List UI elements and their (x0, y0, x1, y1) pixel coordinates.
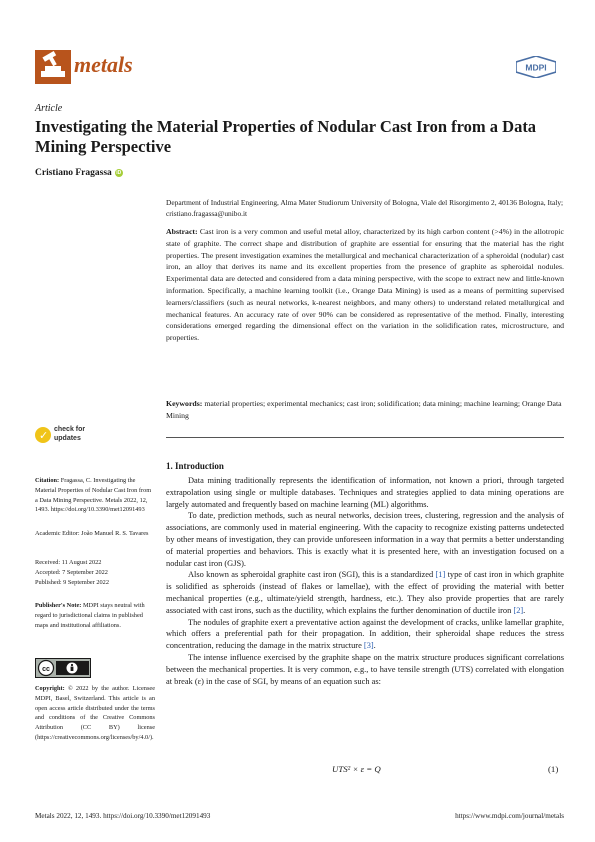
author-name: Cristiano Fragassa (35, 168, 112, 178)
check-circle-icon: ✓ (35, 427, 51, 443)
affiliation: Department of Industrial Engineering, Alma Mater Studiorum University of Bologna, Viale del Risorgimento 2, 40136 Bologna, Italy; cristiano.fragassa@unibo.it (166, 198, 564, 218)
keywords-label: Keywords: (166, 399, 203, 408)
journal-logo-icon (35, 50, 71, 84)
published-date: Published: 9 September 2022 (35, 578, 109, 586)
paragraph-2: To date, prediction methods, such as neural networks, decision trees, clustering, regression and the analysis of associations, are commonly used in material engineering. With the capacity to recognize existing patterns undetected by other means of investigation, they can provide unforeseen information in a way that permits a better understanding of material properties and behaviors. This is exactly what it is presented here, with an investigation focused on a nodular cast iron (GJS). (166, 511, 564, 568)
divider (166, 437, 564, 438)
publisher-note (35, 601, 155, 630)
check-line1: check for (54, 426, 86, 433)
article-title: Investigating the Material Properties of Nodular Cast Iron from a Data Mining Perspective (35, 117, 537, 156)
mdpi-logo-text: MDPI (525, 62, 547, 73)
paragraph-1: Data mining traditionally represents the identification of information, not known a priori, through targeted extrapolation using single or multiple databases. Techniques and strategies applied to data mining operations are largely automated and frequently based on machine learning (ML) algorithms. (166, 476, 564, 509)
cc-text: cc (42, 666, 50, 673)
abstract-label: Abstract: (166, 227, 198, 236)
copyright (35, 684, 155, 743)
abstract (166, 226, 564, 344)
check-line2: updates (54, 434, 81, 442)
citation (35, 476, 155, 515)
citation-label: Citation: (35, 477, 60, 484)
copyright-label: Copyright: (35, 685, 65, 692)
academic-editor: Academic Editor: João Manuel R. S. Tavares (35, 530, 149, 537)
abstract-text: Cast iron is a very common and useful metal alloy, characterized by its high carbon content (>4%) in the allotropic state of graphite. The correct shape and distribution of graphite are essential for ensuring that the material has the right properties. The present investigation examines the metallurgical and mechanical characterization of a spheroidal (nodular) cast iron, an alloy that derives its name and its excellent properties from the presence of graphite as spheroidal nodules. Experimental data are detected and considered from a data mining perspective, with the scope to extract new and little-known information. Specifically, a machine learning toolkit (i.e., Orange Data Mining) is used as a means of permitting supervised learners/classifiers (such as neural networks, k-nearest neighbors, and many others) to understand related metallurgical and mechanical features. An accuracy rate of over 90% can be considered as representative of the method. Finally, interesting considerations emerged regarding the dimensional effect on the variation in the solidification rates, microstructure, and properties. (166, 227, 564, 343)
orcid-icon[interactable]: iD (116, 170, 122, 176)
received-date: Received: 11 August 2022 (35, 559, 102, 566)
publisher-note-label: Publisher's Note: (35, 602, 82, 609)
keywords-text: material properties; experimental mechanics; cast iron; solidification; data mining; machine learning; Orange Data Mining (166, 399, 562, 420)
introduction-body (166, 475, 564, 687)
journal-name: metals (74, 52, 133, 77)
reference-link-2[interactable]: [2] (513, 605, 524, 615)
author-line (35, 168, 123, 178)
equation: UTS² × ε = Q (332, 764, 381, 774)
publisher-note-text: MDPI stays neutral with regard to jurisdictional claims in published maps and institutional affiliations. (35, 602, 145, 629)
citation-text: Fragassa, C. Investigating the Material Properties of Nodular Cast Iron from a Data Mining Perspective. Metals 2022, 12, 1493. https://doi.org/10.3390/met12091493 (35, 477, 152, 514)
footer-journal-url[interactable]: https://www.mdpi.com/journal/metals (455, 812, 564, 820)
article-type: Article (35, 103, 63, 114)
accepted-date: Accepted: 7 September 2022 (35, 568, 108, 576)
footer-citation: Metals 2022, 12, 1493. https://doi.org/10.3390/met12091493 (35, 812, 211, 820)
mdpi-logo-icon (516, 56, 556, 78)
reference-link-3[interactable]: [3] (363, 641, 374, 651)
section-heading: 1. Introduction (166, 461, 224, 471)
paragraph-5: The intense influence exercised by the graphite shape on the matrix structure produces significant correlations between the mechanical properties. It is very common, e.g., to have tensile strength (UTS) correlated with elongation at break (ε) in the case of SGI, by means of an equation such as: (166, 652, 564, 686)
equation-number: (1) (548, 764, 559, 774)
keywords (166, 398, 564, 422)
reference-link-1[interactable]: [1] (435, 570, 446, 580)
copyright-text: © 2022 by the author. Licensee MDPI, Basel, Switzerland. This article is an open access article distributed under the terms and conditions of the Creative Commons Attribution (CC BY) license (https://creativecommons.org/licenses/by/4.0/). (35, 685, 155, 741)
paragraph-4: The nodules of graphite exert a preventative action against the development of cracks, unlike lamellar graphite, which offers a preferential path for their propagation. In addition, their spheroidal shape reduces the stress concentration, reducing the damage in the matrix structure [3]. (166, 617, 564, 651)
dates (35, 558, 155, 587)
cc-by-license-icon[interactable] (35, 658, 91, 678)
paragraph-3: Also known as spheroidal graphite cast iron (SGI), this is a standardized [1] type of cast iron in which graphite is solidified as spheroids (instead of flakes or lamellae), with the effect of providing the material with better mechanical properties (e.g., ultimate/yield strength, hardness, etc.). They also provide properties that are rarely associated with cast irons, such as the ductility, which explains the further denomination of ductile iron [2]. (166, 570, 565, 615)
check-for-updates-badge[interactable] (35, 424, 105, 446)
